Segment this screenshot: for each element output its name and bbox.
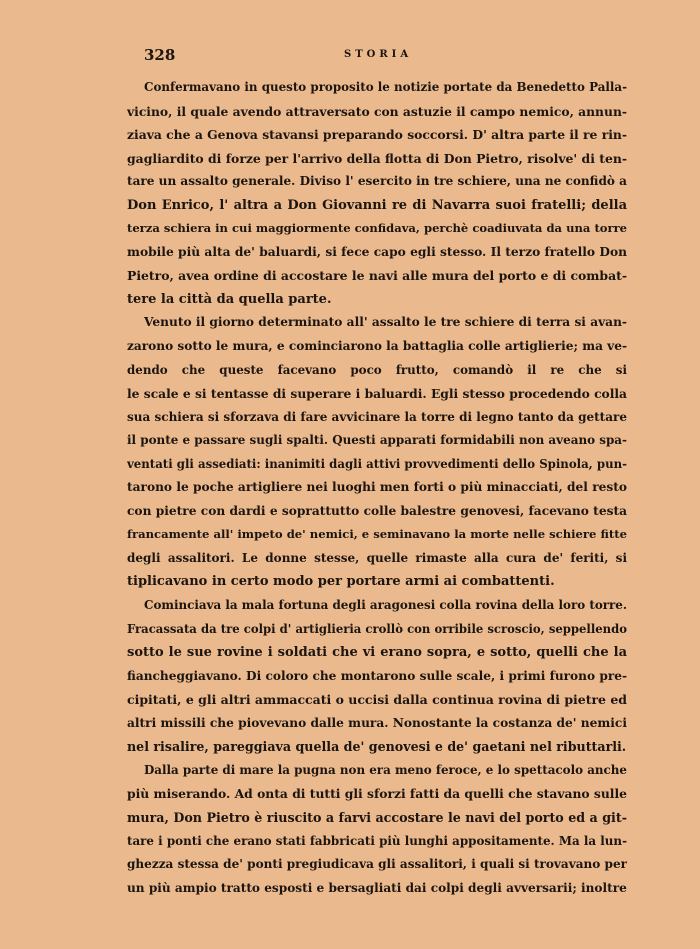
text-line: Pietro, avea ordine di accostare le navi alle mura del porto e di combat-	[127, 268, 627, 284]
body-text	[127, 76, 627, 900]
text-line: fiancheggiavano. Di coloro che montarono sulle scale, i primi furono pre-	[127, 668, 627, 683]
text-line: ziava che a Genova stavansi preparando soccorsi. D' altra parte il re rin-	[127, 127, 627, 143]
text-line: il ponte e passare sugli spalti. Questi apparati formidabili non aveano spa-	[127, 433, 627, 448]
running-head	[144, 46, 626, 68]
paragraph	[127, 759, 627, 900]
text-line: tare un assalto generale. Diviso l' esercito in tre schiere, una ne confidò a	[127, 174, 627, 189]
text-line: Dalla parte di mare la pugna non era meno feroce, e lo spettacolo anche	[144, 762, 627, 777]
paragraph	[127, 594, 627, 759]
text-line: un più ampio tratto esposti e bersagliati dai colpi degli avversarii; inoltre	[127, 880, 627, 895]
text-line: Venuto il giorno determinato all' assalto le tre schiere di terra si avan-	[144, 315, 627, 330]
section-title: STORIA	[344, 49, 413, 60]
text-line: vicino, il quale avendo attraversato con astuzie il campo nemico, annun-	[127, 103, 627, 119]
text-line: terza schiera in cui maggiormente confidava, perchè coadiuvata da una torre	[127, 221, 627, 236]
text-line: francamente all' impeto de' nemici, e seminavano la morte nelle schiere fitte	[127, 527, 627, 542]
text-line: Don Enrico, l' altra a Don Giovanni re di Navarra suoi fratelli; della	[127, 197, 627, 213]
text-line: altri missili che piovevano dalle mura. Nonostante la costanza de' nemici	[127, 715, 627, 730]
text-line: degli assalitori. Le donne stesse, quelle rimaste alla cura de' feriti, si	[127, 550, 627, 565]
paragraph	[127, 311, 627, 594]
text-line: sotto le sue rovine i soldati che vi erano sopra, e sotto, quelli che la	[127, 645, 627, 661]
text-line: mobile più alta de' baluardi, si fece capo egli stesso. Il terzo fratello Don	[127, 244, 627, 259]
text-line: nel risalire, pareggiava quella de' genovesi e de' gaetani nel ributtarli.	[127, 739, 627, 755]
text-line: mura, Don Pietro è riuscito a farvi accostare le navi del porto ed a git-	[127, 809, 627, 825]
text-line: Confermavano in questo proposito le notizie portate da Benedetto Palla-	[144, 80, 627, 94]
text-line: tarono le poche artigliere nei luoghi men forti o più minacciati, del resto	[127, 480, 627, 495]
text-line: Cominciava la mala fortuna degli aragonesi colla rovina della loro torre.	[144, 598, 627, 613]
text-line: tiplicavano in certo modo per portare armi ai combattenti.	[127, 574, 555, 590]
text-line: le scale e si tentasse di superare i baluardi. Egli stesso procedendo colla	[127, 386, 627, 402]
text-line: ghezza stessa de' ponti pregiudicava gli assalitori, i quali si trovavano per	[127, 857, 627, 872]
text-line: più miserando. Ad onta di tutti gli sforzi fatti da quelli che stavano sulle	[127, 786, 627, 802]
text-line: cipitati, e gli altri ammaccati o uccisi dalla continua rovina di pietre ed	[127, 692, 627, 708]
paragraph	[127, 76, 627, 311]
text-line: zarono sotto le mura, e cominciarono la battaglia colle artiglierie; ma ve-	[127, 339, 627, 354]
text-line: ventati gli assediati: inanimiti dagli attivi provvedimenti dello Spinola, pun-	[127, 456, 627, 471]
text-line: tere la città da quella parte.	[127, 291, 332, 307]
text-line: dendo che queste facevano poco frutto, comandò il re che si	[127, 362, 627, 377]
text-line: Fracassata da tre colpi d' artiglieria crollò con orribile scroscio, seppellendo	[127, 621, 627, 636]
text-line: tare i ponti che erano stati fabbricati più lunghi appositamente. Ma la lun-	[127, 833, 627, 848]
text-line: sua schiera si sforzava di fare avvicinare la torre di legno tanto da gettare	[127, 409, 627, 424]
page-number: 328	[144, 46, 176, 64]
text-line: gagliardito di forze per l'arrivo della flotta di Don Pietro, risolve' di ten-	[127, 150, 627, 166]
text-line: con pietre con dardi e soprattutto colle balestre genovesi, facevano testa	[127, 503, 627, 518]
